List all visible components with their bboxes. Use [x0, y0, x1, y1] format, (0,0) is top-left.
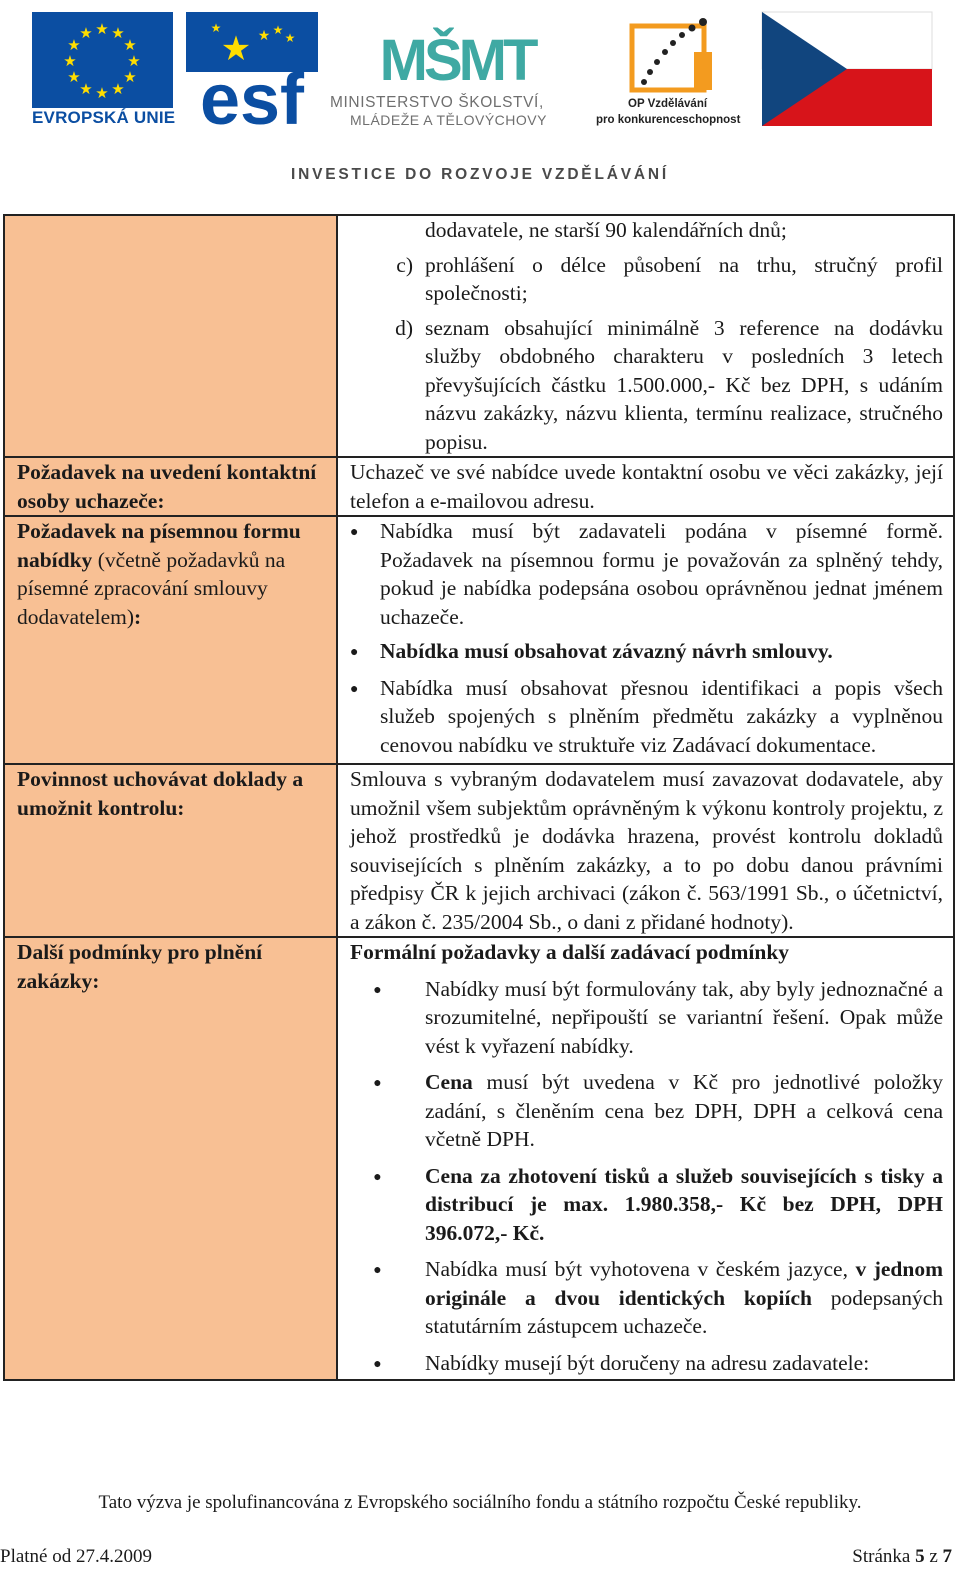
svg-text:★: ★ [123, 68, 137, 86]
row-label-cell [4, 937, 337, 1380]
list-item: ● Nabídky musejí být doručeny na adresu zadavatele: [350, 1349, 943, 1380]
czech-flag-icon [762, 12, 932, 126]
svg-text:★: ★ [63, 52, 77, 70]
row-value-cell [337, 516, 954, 764]
op-name-line2: pro konkurenceschopnost [596, 114, 741, 126]
msmt-name-line2: MLÁDEŽE A TĚLOVÝCHOVY [350, 112, 547, 128]
svg-text:★: ★ [111, 24, 125, 42]
section-heading: Formální požadavky a další zadávací podmínky [350, 940, 790, 964]
row-label-cell [4, 516, 337, 764]
valid-from: Platné od 27.4.2009 [0, 1546, 152, 1567]
cofinancing-note: Tato výzva je spolufinancována z Evropského sociálního fondu a státního rozpočtu České republiky. [98, 1492, 862, 1513]
svg-text:★: ★ [67, 68, 81, 86]
row-label-cell [4, 457, 337, 516]
bullet-icon: ● [350, 681, 359, 697]
row-value-cell [337, 764, 954, 937]
list-item: ● Nabídka musí být zadavateli podána v písemné formě. Požadavek na písemnou formu je považován za splněný tehdy, pokud je nabídka podepsána osobou oprávněnou jednat jménem uchazeče. [350, 517, 943, 631]
table-row [4, 764, 954, 937]
table-row [4, 457, 954, 516]
svg-text:★: ★ [272, 23, 284, 37]
svg-text:★: ★ [284, 31, 296, 45]
svg-text:★: ★ [95, 20, 109, 38]
list-item: ● Nabídka musí obsahovat závazný návrh smlouvy. [350, 637, 943, 668]
msmt-name-line1: MINISTERSTVO ŠKOLSTVÍ, [330, 94, 544, 111]
list-item: ● Nabídka musí obsahovat přesnou identifikaci a popis všech služeb spojených s plněním předmětu zakázky a vyplněnou cenovou nabídku ve struktuře viz Zadávací dokumentace. [350, 674, 943, 760]
list-marker: c) [396, 252, 413, 277]
bullet-icon: ● [373, 1356, 382, 1372]
op-name-line1: OP Vzdělávání [628, 98, 708, 110]
list-item: ● Nabídka musí být vyhotovena v českém jazyce, v jednom originále a dvou identických kopiích podepsaných statutárním zástupcem uchazeče. [350, 1255, 943, 1341]
bullet-icon: ● [350, 645, 359, 660]
list-item: ● Nabídky musí být formulovány tak, aby byly jednoznačné a srozumitelné, nepřipouští se variantní řešení. Opak může vést k vyřazení nabídky. [350, 975, 943, 1061]
eu-label: EVROPSKÁ UNIE [32, 108, 176, 127]
msmt-logo-icon [379, 10, 535, 93]
row-value-cell [337, 457, 954, 516]
list-marker: d) [395, 315, 413, 340]
table-row [4, 215, 954, 457]
row-label: Další podmínky pro plnění zakázky: [17, 940, 263, 993]
esf-logo-icon [186, 12, 318, 140]
list-item: d) seznam obsahující minimálně 3 reference na dodávku služby obdobného charakteru v posledních 3 letech převyšujících částku 1.500.000,- Kč bez DPH, s udáním názvu zakázky, názvu klienta, termínu realizace, stručného popisu. [350, 314, 943, 457]
op-logo-icon [620, 12, 720, 94]
svg-text:★: ★ [127, 52, 141, 70]
page-number: Stránka 5 z 7 [852, 1546, 952, 1567]
bullet-icon: ● [373, 1169, 382, 1185]
row-label: Povinnost uchovávat doklady a umožnit kontrolu: [17, 767, 304, 820]
table-row [4, 937, 954, 1380]
list-item: c) prohlášení o délce působení na trhu, stručný profil společnosti; [350, 251, 943, 308]
row-label-cell [4, 764, 337, 937]
list-item: ● Cena za zhotovení tisků a služeb souvisejících s tisky a distribucí je max. 1.980.358,- Kč bez DPH, DPH 396.072,- Kč. [350, 1162, 943, 1248]
svg-text:★: ★ [95, 84, 109, 102]
svg-text:★: ★ [111, 80, 125, 98]
row-label: Požadavek na písemnou formu nabídky (včetně požadavků na písemné zpracování smlouvy dodavatelem): [17, 519, 301, 629]
header-logos [0, 0, 960, 200]
svg-text:★: ★ [79, 24, 93, 42]
row-label: Požadavek na uvedení kontaktní osoby uchazeče: [17, 460, 317, 513]
svg-text:★: ★ [210, 21, 222, 35]
bullet-icon: ● [373, 1263, 382, 1278]
requirements-table [3, 214, 955, 1381]
row-value-cell [337, 215, 954, 457]
svg-text:★: ★ [79, 80, 93, 98]
eu-flag-icon [32, 12, 173, 108]
esf-label: esf [199, 60, 305, 140]
list-item: dodavatele, ne starší 90 kalendářních dnů; [425, 218, 787, 242]
row-value-cell [337, 937, 954, 1380]
svg-text:★: ★ [257, 28, 271, 44]
tagline: INVESTICE DO ROZVOJE VZDĚLÁVÁNÍ [291, 166, 669, 183]
svg-text:★: ★ [67, 36, 81, 54]
bullet-icon: ● [373, 1076, 382, 1091]
row-value: Smlouva s vybraným dodavatelem musí zavazovat dodavatele, aby umožnil všem subjektům oprávněným k výkonu kontroly projektu, z jehož prostředků je dodávka hrazena, provést kontrolu dokladů souvisejících s plněním zakázky, a to po dobu danou právními předpisy ČR k jejich archivaci (zákon č. 563/1991 Sb., o účetnictví, a zákon č. 235/2004 Sb., o dani z přidané hodnoty). [350, 767, 943, 934]
row-label-cell [4, 215, 337, 457]
bullet-icon: ● [350, 525, 359, 540]
bullet-icon: ● [373, 982, 382, 998]
row-value: Uchazeč ve své nabídce uvede kontaktní osobu ve věci zakázky, její telefon a e-mailovou adresu. [350, 460, 943, 513]
svg-text:★: ★ [123, 36, 137, 54]
svg-text:★: ★ [220, 29, 252, 69]
list-item: ● Cena musí být uvedena v Kč pro jednotlivé položky zadání, s členěním cena bez DPH, DPH a celková cena včetně DPH. [350, 1068, 943, 1154]
msmt-mark: MŠMT [379, 28, 535, 93]
table-row [4, 516, 954, 764]
